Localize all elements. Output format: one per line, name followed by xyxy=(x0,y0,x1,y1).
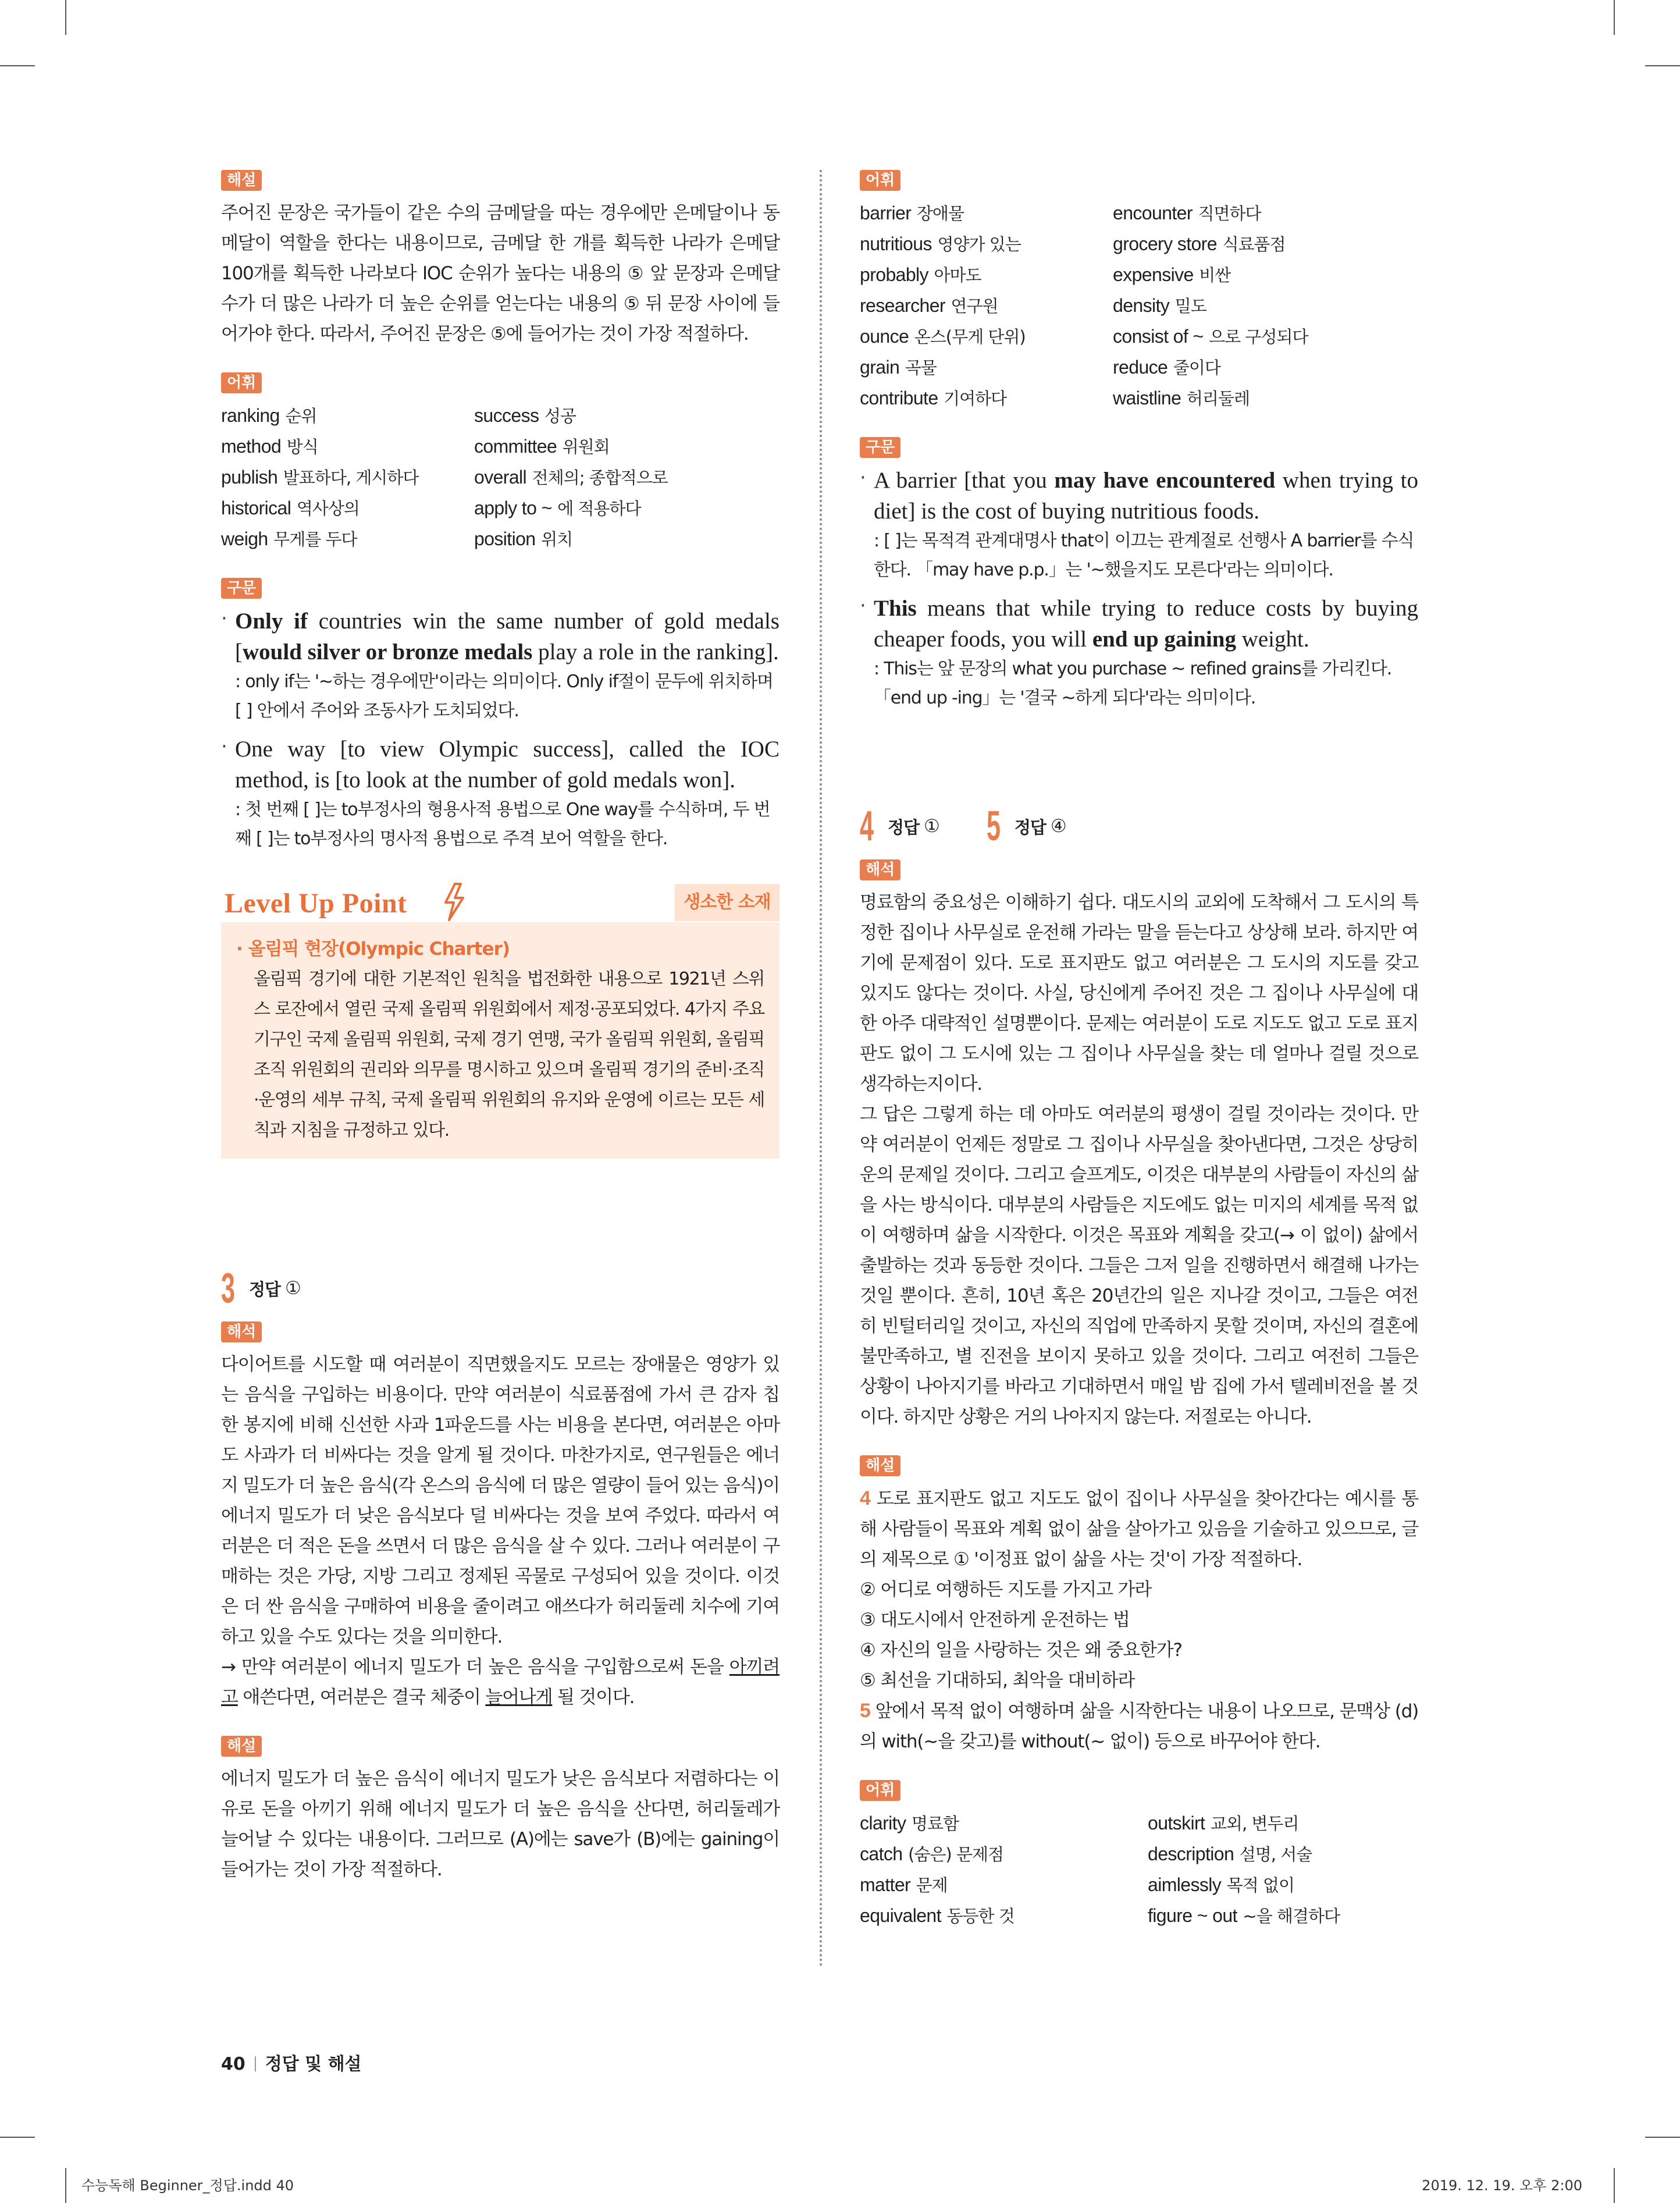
vocab-entry xyxy=(221,400,474,431)
vocab-entry xyxy=(1148,1808,1418,1839)
vocab-word: barrier xyxy=(860,202,912,223)
section-tag: 어휘 xyxy=(221,372,262,393)
section-tag: 구문 xyxy=(221,578,262,599)
sentence-bold: may have encountered xyxy=(1054,468,1276,493)
vocab-word: outskirt xyxy=(1148,1813,1205,1834)
vocab-entry xyxy=(1113,352,1418,383)
vocabulary-section xyxy=(860,1780,1418,1931)
vocab-word: matter xyxy=(860,1874,911,1895)
grammar-note: : This는 앞 문장의 what you purchase ~ refined grains를 가리킨다. 「end up -ing」는 '결국 ~하게 되다'라는 의미이다. xyxy=(874,659,1392,708)
sentence-text: A barrier [that you xyxy=(874,468,1055,493)
vocab-word: encounter xyxy=(1113,202,1193,223)
question-number: 4 xyxy=(860,803,874,850)
bullet-icon: · xyxy=(221,607,227,630)
vocab-meaning: 에 적용하다 xyxy=(557,499,641,518)
answer-option: ③ 대도시에서 안전하게 운전하는 법 xyxy=(860,1609,1130,1630)
vocab-word: description xyxy=(1148,1843,1234,1864)
sentence-text: weight. xyxy=(1236,627,1309,652)
question-number: 5 xyxy=(860,1700,870,1722)
vocab-entry xyxy=(860,1900,1148,1931)
vocab-word: probably xyxy=(860,264,928,285)
grammar-note: : only if는 '~하는 경우에만'이라는 의미이다. Only if절이 문두에 위치하며 [ ] 안에서 주어와 조동사가 도치되었다. xyxy=(235,671,773,721)
slug-file: 수능독해 Beginner_정답.indd 40 xyxy=(81,2177,294,2194)
crop-mark xyxy=(1614,0,1615,35)
vocab-entry xyxy=(860,198,1113,229)
level-up-text: 올림픽 경기에 대한 기본적인 원칙을 법전화한 내용으로 1921년 스위스 로잔에서 열린 국제 올림픽 위원회에서 제정·공포되었다. 4가지 주요 기구인 국제 올림픽 위원회, 국제 경기 연맹, 국가 올림픽 위원회, 올림픽 조직 위원회의 권리와 의무를 명시하고 있으며 올림픽 경기의 준비·조직·운영의 세부 규칙, 국제 올림픽 위원회의 유지와 운영에 이르는 모든 세칙과 지침을 규정하고 있다. xyxy=(254,969,765,1140)
vocab-entry xyxy=(860,352,1113,383)
summary-text: → 만약 여러분이 에너지 밀도가 더 높은 음식을 구입함으로써 돈을 xyxy=(221,1657,729,1678)
vocab-meaning: 직면하다 xyxy=(1198,204,1261,223)
explanation-text: 에너지 밀도가 더 높은 음식이 에너지 밀도가 낮은 음식보다 저렴하다는 이유로 돈을 아끼기 위해 에너지 밀도가 더 높은 음식을 산다면, 허리둘레가 늘어날 수 있다는 내용이다. 그러므로 (A)에는 save가 (B)에는 gaining이 들어가는 것이 가장 적절하다. xyxy=(221,1768,780,1880)
page-footer xyxy=(221,2049,362,2075)
answer-label: 정답 xyxy=(1014,817,1046,837)
vocab-meaning: 교외, 변두리 xyxy=(1210,1814,1299,1834)
vocab-entry xyxy=(221,431,474,462)
crop-mark xyxy=(65,0,66,35)
explanation-section xyxy=(221,1736,780,1885)
vocab-entry xyxy=(860,383,1113,414)
vocab-word: weigh xyxy=(221,528,268,549)
vocab-word: apply to ~ xyxy=(474,498,552,518)
vocab-entry xyxy=(860,1870,1148,1900)
vocab-entry xyxy=(474,462,780,493)
vocabulary-list xyxy=(860,1808,1418,1931)
summary-text: 될 것이다. xyxy=(552,1687,635,1708)
vocab-meaning: ~을 해결하다 xyxy=(1243,1906,1340,1926)
vocab-word: figure ~ out xyxy=(1148,1905,1237,1926)
vocab-entry xyxy=(474,493,780,524)
vocab-word: reduce xyxy=(1113,357,1168,378)
vocab-meaning: 위치 xyxy=(541,530,573,549)
vocab-word: consist of ~ xyxy=(1113,326,1204,347)
vocab-entry xyxy=(1148,1839,1418,1870)
summary-line xyxy=(221,1652,780,1712)
vocabulary-list xyxy=(860,198,1418,414)
sentence-text: One way [to view Olympic success], called the IOC method, is [to look at the number of gold medals won]. xyxy=(235,737,780,793)
vocab-entry xyxy=(1113,198,1418,229)
answer-option: ② 어디로 여행하든 지도를 가지고 가라 xyxy=(860,1579,1152,1600)
crop-mark xyxy=(1614,2168,1615,2203)
translation-section xyxy=(860,859,1418,1432)
vocab-entry xyxy=(1113,383,1418,414)
level-up-title: Level Up Point xyxy=(225,888,407,919)
section-tag: 해설 xyxy=(860,1455,900,1476)
vocabulary-list xyxy=(221,400,780,555)
grammar-list xyxy=(221,606,780,854)
vocab-meaning: 줄이다 xyxy=(1173,358,1220,378)
vocab-entry xyxy=(221,524,474,555)
footer-divider xyxy=(255,2056,256,2071)
vocab-entry xyxy=(1148,1870,1418,1900)
grammar-item xyxy=(221,606,780,726)
section-name: 정답 및 해설 xyxy=(265,2054,362,2074)
vocab-meaning: 문제 xyxy=(916,1875,948,1895)
explanation-text: 앞에서 목적 없이 여행하며 삶을 시작한다는 내용이 나오므로, 문맥상 (d)의 with(~을 갖고)를 without(~ 없이) 등으로 바꾸어야 한다. xyxy=(860,1701,1418,1752)
vocab-word: success xyxy=(474,405,539,426)
vocab-entry xyxy=(474,400,780,431)
vocab-meaning: 방식 xyxy=(286,437,318,457)
vocab-entry xyxy=(860,229,1113,260)
vocab-meaning: 연구원 xyxy=(951,296,998,316)
vocab-entry xyxy=(860,321,1113,352)
section-tag: 어휘 xyxy=(860,170,900,191)
answer-header-3 xyxy=(221,1262,780,1314)
bullet-icon: · xyxy=(221,735,227,758)
level-up-header xyxy=(221,877,780,922)
grammar-item xyxy=(860,593,1418,713)
lightning-icon xyxy=(437,882,472,922)
crop-mark xyxy=(1645,2137,1680,2138)
vocabulary-section xyxy=(860,170,1418,414)
vocab-word: clarity xyxy=(860,1813,906,1834)
section-tag: 해설 xyxy=(221,170,262,191)
translation-section xyxy=(221,1321,780,1712)
vocab-meaning: 위원회 xyxy=(562,437,610,457)
section-tag: 해석 xyxy=(860,859,900,880)
vocab-meaning: 역사상의 xyxy=(296,499,360,518)
level-up-badge: 생소한 소재 xyxy=(675,884,780,921)
vocab-entry xyxy=(860,1808,1148,1839)
vocab-word: grocery store xyxy=(1113,233,1217,254)
vocab-word: position xyxy=(474,528,536,549)
page-number: 40 xyxy=(221,2054,245,2074)
explanation-q5 xyxy=(860,1696,1418,1757)
level-up-point-box xyxy=(221,877,780,1159)
vocab-meaning: 무게를 두다 xyxy=(273,530,357,549)
grammar-note: : [ ]는 목적격 관계대명사 that이 이끄는 관계절로 선행사 A barrier를 수식한다. 「may have p.p.」는 '~했을지도 모른다'라는 의미이다. xyxy=(874,531,1414,580)
vocab-meaning: 비싼 xyxy=(1199,265,1231,285)
sentence-bold: Only if xyxy=(235,609,308,634)
vocab-meaning: 명료함 xyxy=(911,1814,959,1834)
vocab-entry xyxy=(1148,1900,1418,1931)
vocab-word: density xyxy=(1113,295,1170,316)
answer-header-4-5 xyxy=(860,800,1418,852)
vocab-word: publish xyxy=(221,467,278,488)
answer-option: ⑤ 최선을 기대하되, 최악을 대비하라 xyxy=(860,1670,1135,1691)
vocab-meaning: 전체의; 종합적으로 xyxy=(532,468,668,488)
level-up-subtitle: · 올림픽 현장(Olympic Charter) xyxy=(236,939,510,960)
vocab-word: historical xyxy=(221,498,291,518)
vocab-meaning: 목적 없이 xyxy=(1226,1875,1295,1895)
answer-label: 정답 xyxy=(249,1279,281,1299)
section-tag: 어휘 xyxy=(860,1780,900,1801)
translation-paragraph: 명료함의 중요성은 이해하기 쉽다. 대도시의 교외에 도착해서 그 도시의 특정한 집이나 사무실로 운전해 가라는 말을 듣는다고 상상해 보라. 하지만 여기에 문제점이 있다. 도로 표지판도 없고 여러분은 그 도시의 지도를 갖고 있지도 않다는 것이다. 사실, 당신에게 주어진 것은 그 집이나 사무실에 대한 아주 대략적인 설명뿐이다. 문제는 여러분이 도로 지도도 없고 도로 표지판도 없이 그 도시에 있는 그 집이나 사무실을 찾는 데 얼마나 걸릴 것으로 생각하는지이다. xyxy=(860,892,1418,1095)
question-number: 3 xyxy=(221,1265,236,1312)
right-column xyxy=(860,170,1418,1955)
vocab-word: aimlessly xyxy=(1148,1874,1222,1895)
vocab-meaning: (숨은) 문제점 xyxy=(908,1845,1003,1864)
section-tag: 해설 xyxy=(221,1736,262,1757)
grammar-section xyxy=(221,578,780,854)
answer-value: ① xyxy=(924,816,940,837)
sentence-bold: This xyxy=(874,596,917,621)
vocab-word: ranking xyxy=(221,405,280,426)
sentence-bold: end up gaining xyxy=(1092,627,1236,652)
vocab-word: ounce xyxy=(860,326,909,347)
vocab-word: catch xyxy=(860,1843,903,1864)
answer-value: ④ xyxy=(1050,816,1067,837)
vocab-word: method xyxy=(221,436,282,457)
question-number: 5 xyxy=(986,803,1001,850)
bullet-icon: · xyxy=(860,466,866,489)
vocab-meaning: 설명, 서술 xyxy=(1239,1845,1312,1864)
summary-text: 애쓴다면, 여러분은 결국 체중이 xyxy=(237,1687,486,1708)
vocab-entry xyxy=(221,493,474,524)
summary-blank-b: 늘어나게 xyxy=(485,1687,553,1708)
level-up-body xyxy=(221,922,780,1146)
sentence-text: countries win the same number of gold medals [ xyxy=(235,609,780,665)
vocab-entry xyxy=(1113,290,1418,321)
answer-value: ① xyxy=(285,1278,301,1299)
grammar-sentence xyxy=(874,593,1418,655)
vocab-meaning: 곡물 xyxy=(905,358,937,378)
vocab-word: grain xyxy=(860,357,900,378)
vocab-word: overall xyxy=(474,467,527,488)
translation-text: 다이어트를 시도할 때 여러분이 직면했을지도 모르는 장애물은 영양가 있는 음식을 구입하는 비용이다. 만약 여러분이 식료품점에 가서 큰 감자 칩 한 봉지에 비해 신선한 사과 1파운드를 사는 비용을 본다면, 여러분은 아마도 사과가 더 비싸다는 것을 알게 될 것이다. 마찬가지로, 연구원들은 에너지 밀도가 더 높은 음식(각 온스의 음식에 더 많은 열량이 들어 있는 음식)이 에너지 밀도가 더 낮은 음식보다 덜 비싸다는 것을 보여 주었다. 따라서 여러분은 더 적은 돈을 쓰면서 더 많은 음식을 살 수 있다. 그러나 여러분이 구매하는 것은 가당, 지방 그리고 정제된 곡물로 구성되어 있을 것이다. 이것은 더 싼 음식을 구매하여 비용을 줄이려고 애쓰다가 허리둘레 치수에 기여하고 있을 수도 있다는 것을 의미한다. xyxy=(221,1354,780,1647)
sentence-bold: would silver or bronze medals xyxy=(243,639,533,665)
grammar-sentence xyxy=(874,465,1418,527)
vocab-word: committee xyxy=(474,436,557,457)
grammar-item xyxy=(221,734,780,854)
vocab-entry xyxy=(1113,229,1418,260)
vocab-meaning: 으로 구성되다 xyxy=(1209,327,1308,347)
sentence-text: play a role in the ranking]. xyxy=(532,639,779,665)
sentence-text: means that while trying to reduce costs by buying cheaper foods, you will xyxy=(874,596,1418,652)
vocab-word: expensive xyxy=(1113,264,1194,285)
bullet-icon: · xyxy=(860,594,866,617)
vocab-word: equivalent xyxy=(860,1905,941,1926)
vocab-word: researcher xyxy=(860,295,945,316)
translation-paragraph: 그 답은 그렇게 하는 데 아마도 여러분의 평생이 걸릴 것이라는 것이다. 만약 여러분이 언제든 정말로 그 집이나 사무실을 찾아낸다면, 그것은 상당히 운의 문제일 것이다. 그리고 슬프게도, 이것은 대부분의 사람들이 자신의 삶을 사는 방식이다. 대부분의 사람들은 지도에도 없는 미지의 세계를 목적 없이 여행하며 삶을 시작한다. 이것은 목표와 계획을 갖고(→ 이 없이) 삶에서 출발하는 것과 동등한 것이다. 그들은 그저 일을 진행하면서 해결해 나가는 것일 뿐이다. 흔히, 10년 혹은 20년간의 일은 지나갈 것이고, 그들은 여전히 빈털터리일 것이고, 자신의 직업에 만족하지 못할 것이며, 자신의 결혼에 불만족하고, 별 진전을 보이지 못하고 있을 것이다. 그리고 여전히 그들은 상황이 나아지기를 바라고 기대하면서 매일 밤 집에 가서 텔레비전을 볼 것이다. 하지만 상황은 거의 나아지지 않는다. 저절로는 아니다. xyxy=(860,1104,1418,1427)
section-tag: 구문 xyxy=(860,437,900,458)
vocab-meaning: 허리둘레 xyxy=(1186,389,1250,408)
vocab-meaning: 아마도 xyxy=(934,265,981,285)
vocab-word: waistline xyxy=(1113,388,1181,408)
vocab-entry xyxy=(474,524,780,555)
explanation-text: 도로 표지판도 없고 지도도 없이 집이나 사무실을 찾아간다는 예시를 통해 사람들이 목표와 계획 없이 삶을 살아가고 있음을 기술하고 있으므로, 글의 제목으로 ① '이정표 없이 삶을 사는 것'이 가장 적절하다. xyxy=(860,1488,1418,1570)
vocab-entry xyxy=(860,260,1113,290)
vocab-entry xyxy=(860,1839,1148,1870)
vocab-meaning: 장애물 xyxy=(916,204,964,223)
vocab-meaning: 식료품점 xyxy=(1222,234,1286,254)
vocab-word: nutritious xyxy=(860,233,932,254)
vocab-meaning: 영양가 있는 xyxy=(937,234,1021,254)
vocab-meaning: 밀도 xyxy=(1174,296,1206,316)
column-divider xyxy=(820,170,822,1968)
grammar-note: : 첫 번째 [ ]는 to부정사의 형용사적 용법으로 One way를 수식하며, 두 번째 [ ]는 to부정사의 명사적 용법으로 주격 보어 역할을 한다. xyxy=(235,800,770,849)
vocab-meaning: 동등한 것 xyxy=(946,1906,1015,1926)
vocab-meaning: 온스(무게 단위) xyxy=(914,327,1026,347)
vocab-entry xyxy=(474,431,780,462)
grammar-sentence xyxy=(235,734,780,795)
vocab-meaning: 성공 xyxy=(544,406,576,426)
vocab-word: contribute xyxy=(860,388,938,408)
explanation-q4 xyxy=(860,1483,1418,1575)
vocab-entry xyxy=(221,462,474,493)
answer-option: ④ 자신의 일을 사랑하는 것은 왜 중요한가? xyxy=(860,1640,1182,1661)
answer-label: 정답 xyxy=(888,817,920,837)
grammar-list xyxy=(860,465,1418,713)
slug-date: 2019. 12. 19. 오후 2:00 xyxy=(1422,2177,1582,2194)
option-list xyxy=(860,1575,1418,1696)
vocab-entry xyxy=(1113,321,1418,352)
crop-mark xyxy=(0,2137,35,2138)
sentence-text: when trying to diet] is the cost of buying nutritious foods. xyxy=(874,468,1418,524)
section-tag: 해석 xyxy=(221,1321,262,1342)
grammar-section xyxy=(860,437,1418,713)
explanation-text: 주어진 문장은 국가들이 같은 수의 금메달을 따는 경우에만 은메달이나 동메달이 역할을 한다는 내용이므로, 금메달 한 개를 획득한 나라가 은메달 100개를 획득한 나라보다 IOC 순위가 높다는 내용의 ⑤ 앞 문장과 은메달 수가 더 많은 나라가 더 높은 순위를 얻는다는 내용의 ⑤ 뒤 문장 사이에 들어가야 한다. 따라서, 주어진 문장은 ⑤에 들어가는 것이 가장 적절하다. xyxy=(221,202,780,344)
crop-mark xyxy=(0,65,35,66)
crop-mark xyxy=(65,2168,66,2203)
explanation-section xyxy=(221,170,780,349)
vocab-entry xyxy=(860,290,1113,321)
crop-mark xyxy=(1645,65,1680,66)
vocab-entry xyxy=(1113,260,1418,290)
vocabulary-section xyxy=(221,372,780,555)
left-column xyxy=(221,170,780,1908)
summary-blank-a: 아끼려고 xyxy=(221,1657,780,1708)
grammar-sentence xyxy=(235,606,780,667)
question-number: 4 xyxy=(860,1487,870,1509)
explanation-section xyxy=(860,1455,1418,1757)
vocab-meaning: 기여하다 xyxy=(944,389,1007,408)
grammar-item xyxy=(860,465,1418,585)
vocab-meaning: 순위 xyxy=(285,406,317,426)
vocab-meaning: 발표하다, 게시하다 xyxy=(283,468,419,488)
